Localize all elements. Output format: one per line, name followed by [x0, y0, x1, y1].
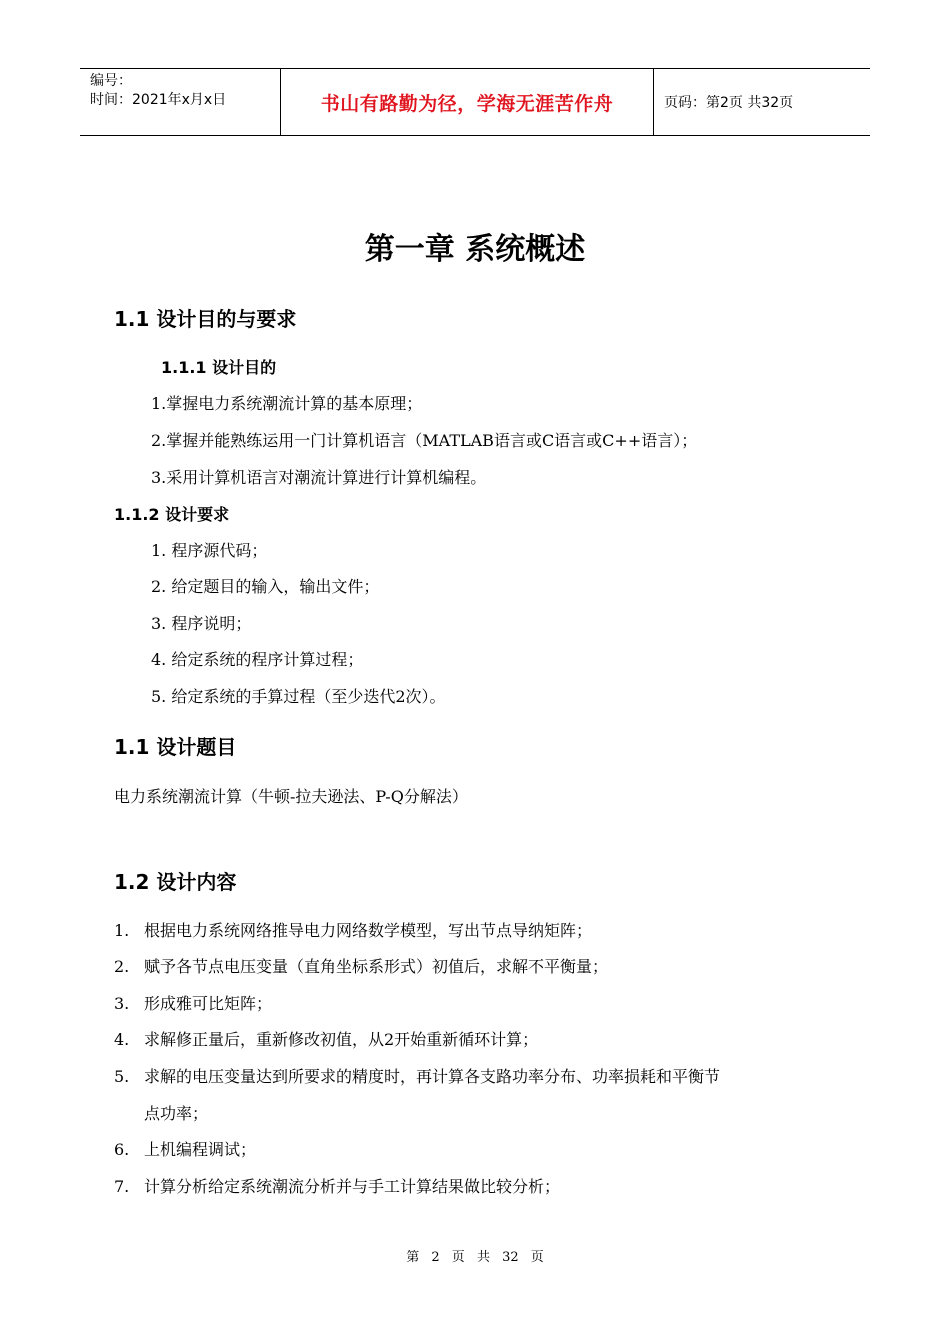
section-heading-purpose-requirements: 1.1 设计目的与要求 [114, 307, 297, 331]
header-motto: 书山有路勤为径，学海无涯苦作舟 [320, 92, 614, 115]
list-item-number: 2. [114, 957, 130, 976]
list-item-number: 7. [114, 1177, 130, 1196]
footer-gong: 共 [476, 1250, 490, 1265]
footer-page-number: 2 [431, 1250, 440, 1265]
list-item-text: 根据电力系统网络推导电力网络数学模型，写出节点导纳矩阵； [144, 921, 593, 940]
header-meta-cell [80, 69, 281, 135]
list-item [114, 993, 272, 1015]
list-item [114, 1066, 720, 1088]
header-table [80, 68, 870, 136]
list-item [114, 1029, 538, 1051]
list-item: 5. 给定系统的手算过程（至少迭代2次）。 [151, 687, 446, 706]
list-item: 4. 给定系统的程序计算过程； [151, 650, 364, 669]
topic-text: 电力系统潮流计算（牛顿-拉夫逊法、P-Q分解法） [114, 787, 468, 806]
list-item-text: 计算分析给定系统潮流分析并与手工计算结果做比较分析； [144, 1177, 561, 1196]
list-item-number: 6. [114, 1140, 130, 1159]
footer-total-pages: 32 [502, 1250, 519, 1265]
list-item [114, 1139, 256, 1161]
document-number-label: 编号： [90, 73, 132, 89]
list-item-continuation: 点功率； [144, 1104, 209, 1123]
list-item: 2. 给定题目的输入，输出文件； [151, 577, 380, 596]
footer-ye: 页 [451, 1250, 465, 1265]
list-item-number: 5. [114, 1067, 130, 1086]
footer-ye: 页 [530, 1250, 544, 1265]
list-item: 1. 程序源代码； [151, 541, 268, 560]
list-item-number: 1. [114, 921, 130, 940]
list-item-number: 4. [114, 1030, 130, 1049]
subsection-heading-requirements: 1.1.2 设计要求 [114, 505, 230, 524]
footer-di: 第 [406, 1250, 420, 1265]
list-item: 2.掌握并能熟练运用一门计算机语言（MATLAB语言或C语言或C++语言）； [151, 431, 698, 450]
chapter-title: 第一章 系统概述 [364, 232, 586, 267]
list-item-text: 求解的电压变量达到所要求的精度时，再计算各支路功率分布、功率损耗和平衡节 [144, 1067, 721, 1086]
section-heading-content: 1.2 设计内容 [114, 870, 237, 894]
subsection-heading-purpose: 1.1.1 设计目的 [161, 358, 277, 377]
section-heading-topic: 1.1 设计题目 [114, 735, 237, 759]
page-footer [0, 1246, 950, 1265]
list-item-text: 求解修正量后，重新修改初值，从2开始重新循环计算； [144, 1030, 539, 1049]
list-item-text: 赋予各节点电压变量（直角坐标系形式）初值后，求解不平衡量； [144, 957, 609, 976]
list-item [114, 956, 608, 978]
list-item-number: 3. [114, 994, 130, 1013]
list-item-text: 形成雅可比矩阵； [144, 994, 273, 1013]
list-item: 3.采用计算机语言对潮流计算进行计算机编程。 [151, 468, 487, 487]
document-date: 时间：2021年x月x日 [90, 92, 227, 108]
list-item: 1.掌握电力系统潮流计算的基本原理； [151, 394, 423, 413]
list-item [114, 1176, 560, 1198]
list-item-text: 上机编程调试； [144, 1140, 257, 1159]
list-item: 3. 程序说明； [151, 614, 252, 633]
header-motto-cell [281, 69, 654, 135]
list-item [114, 920, 592, 942]
header-page-info: 页码：第2页 共32页 [664, 95, 794, 111]
header-page-cell [654, 69, 870, 135]
